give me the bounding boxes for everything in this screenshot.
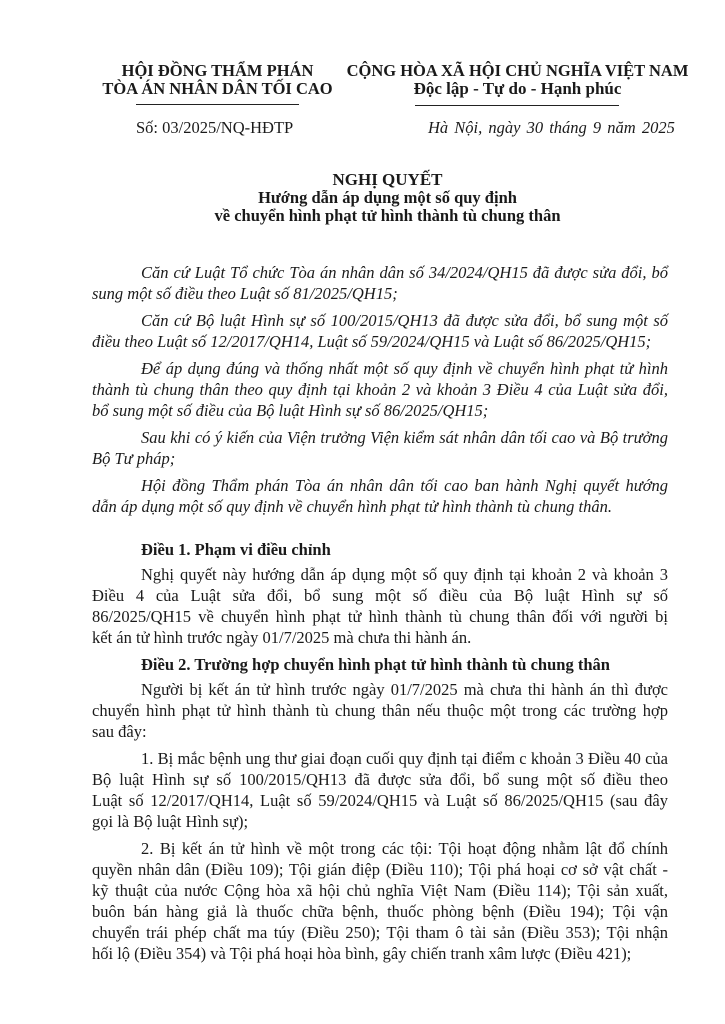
- text-line: sung một số điều theo Luật số 81/2025/QH15;: [92, 284, 398, 303]
- text-line: buôn bán hàng giả là thuốc chữa bệnh, thuốc phòng bệnh (Điều 194); Tội vận: [92, 902, 668, 921]
- text-line: Bộ luật Hình sự số 100/2015/QH13 đã được sửa đổi, bổ sung một số điều theo: [92, 770, 668, 789]
- paragraph: [92, 748, 668, 832]
- text-line: Hội đồng Thẩm phán Tòa án nhân dân tối cao ban hành Nghị quyết hướng: [141, 476, 668, 495]
- country-name: CỘNG HÒA XÃ HỘI CHỦ NGHĨA VIỆT NAM: [346, 61, 689, 80]
- paragraph: [92, 679, 668, 742]
- title-subject-line-2: về chuyển hình phạt tử hình thành tù chung thân: [214, 206, 561, 225]
- motto-underline: [415, 105, 619, 106]
- text-line: thành tù chung thân theo quy định tại khoản 2 và khoản 3 Điều 4 của Luật sửa đổi,: [92, 380, 668, 399]
- place-date: Hà Nội, ngày 30 tháng 9 năm 2025: [428, 118, 675, 137]
- text-line: chuyển trái phép chất ma túy (Điều 250); Tội tham ô tài sản (Điều 353); Tội nhận: [92, 923, 668, 942]
- text-line: kỹ thuật của nước Cộng hòa xã hội chủ nghĩa Việt Nam (Điều 114); Tội sản xuất,: [92, 881, 668, 900]
- issuer-line-1: HỘI ĐỒNG THẨM PHÁN: [121, 61, 314, 80]
- text-line: quyền nhân dân (Điều 109); Tội gián điệp (Điều 110); Tội phá hoại cơ sở vật chất -: [92, 860, 668, 879]
- text-line: 86/2025/QH15 về chuyển hình phạt tử hình thành tù chung thân đối với người bị: [92, 607, 668, 626]
- text-line: Sau khi có ý kiến của Viện trưởng Viện kiểm sát nhân dân tối cao và Bộ trưởng: [141, 428, 668, 447]
- issuer-block: [95, 62, 340, 98]
- title-subject-line-1: Hướng dẫn áp dụng một số quy định: [258, 188, 517, 207]
- document-body: [92, 262, 668, 970]
- text-line: Nghị quyết này hướng dẫn áp dụng một số quy định tại khoản 2 và khoản 3: [141, 565, 668, 584]
- paragraph: [92, 310, 668, 352]
- text-line: 2. Bị kết án tử hình về một trong các tội: Tội hoạt động nhằm lật đổ chính: [141, 839, 668, 858]
- document-title: [100, 171, 675, 225]
- issuer-line-2: TÒA ÁN NHÂN DÂN TỐI CAO: [102, 79, 333, 98]
- issuer-underline: [136, 104, 299, 105]
- text-line: bổ sung một số điều của Bộ luật Hình sự số 86/2025/QH15;: [92, 401, 489, 420]
- text-line: kết án tử hình trước ngày 01/7/2025 mà chưa thi hành án.: [92, 628, 472, 647]
- text-line: Căn cứ Bộ luật Hình sự số 100/2015/QH13 đã được sửa đổi, bổ sung một số: [141, 311, 668, 330]
- title-type: NGHỊ QUYẾT: [332, 170, 443, 189]
- text-line: Luật số 12/2017/QH14, Luật số 59/2024/QH15 và Luật số 86/2025/QH15 (sau đây: [92, 791, 668, 810]
- document-number: Số: 03/2025/NQ-HĐTP: [136, 118, 294, 137]
- paragraph: [92, 427, 668, 469]
- paragraph: [92, 838, 668, 964]
- text-line: chuyển hình phạt tử hình thành tù chung thân nếu thuộc một trong các trường hợp: [92, 701, 668, 720]
- motto: Độc lập - Tự do - Hạnh phúc: [413, 79, 622, 98]
- text-line: điều theo Luật số 12/2017/QH14, Luật số 59/2024/QH15 và Luật số 86/2025/QH15;: [92, 332, 652, 351]
- text-line: Để áp dụng đúng và thống nhất một số quy định về chuyển hình phạt tử hình: [141, 359, 668, 378]
- text-line: sau đây:: [92, 722, 147, 741]
- text-line: hối lộ (Điều 354) và Tội phá hoại hòa bình, gây chiến tranh xâm lược (Điều 421);: [92, 944, 632, 963]
- paragraph: [92, 475, 668, 517]
- national-motto-block: [345, 62, 690, 98]
- text-line: Người bị kết án tử hình trước ngày 01/7/2025 mà chưa thi hành án thì được: [141, 680, 668, 699]
- article-1-heading: Điều 1. Phạm vi điều chỉnh: [141, 540, 331, 559]
- text-line: Bộ Tư pháp;: [92, 449, 176, 468]
- article-1-body: [92, 564, 668, 648]
- text-line: Căn cứ Luật Tổ chức Tòa án nhân dân số 34/2024/QH15 đã được sửa đổi, bổ: [141, 263, 668, 282]
- text-line: gọi là Bộ luật Hình sự);: [92, 812, 249, 831]
- text-line: 1. Bị mắc bệnh ung thư giai đoạn cuối quy định tại điểm c khoản 3 Điều 40 của: [141, 749, 668, 768]
- paragraph: [92, 358, 668, 421]
- paragraph: [92, 262, 668, 304]
- text-line: Điều 4 của Luật sửa đổi, bổ sung một số điều của Bộ luật Hình sự số: [92, 586, 668, 605]
- paragraph: [92, 564, 668, 648]
- text-line: dẫn áp dụng một số quy định về chuyển hình phạt tử hình thành tù chung thân.: [92, 497, 612, 516]
- article-2-heading: Điều 2. Trường hợp chuyển hình phạt tử hình thành tù chung thân: [141, 655, 610, 674]
- preamble: [92, 262, 668, 517]
- article-2-body: [92, 679, 668, 964]
